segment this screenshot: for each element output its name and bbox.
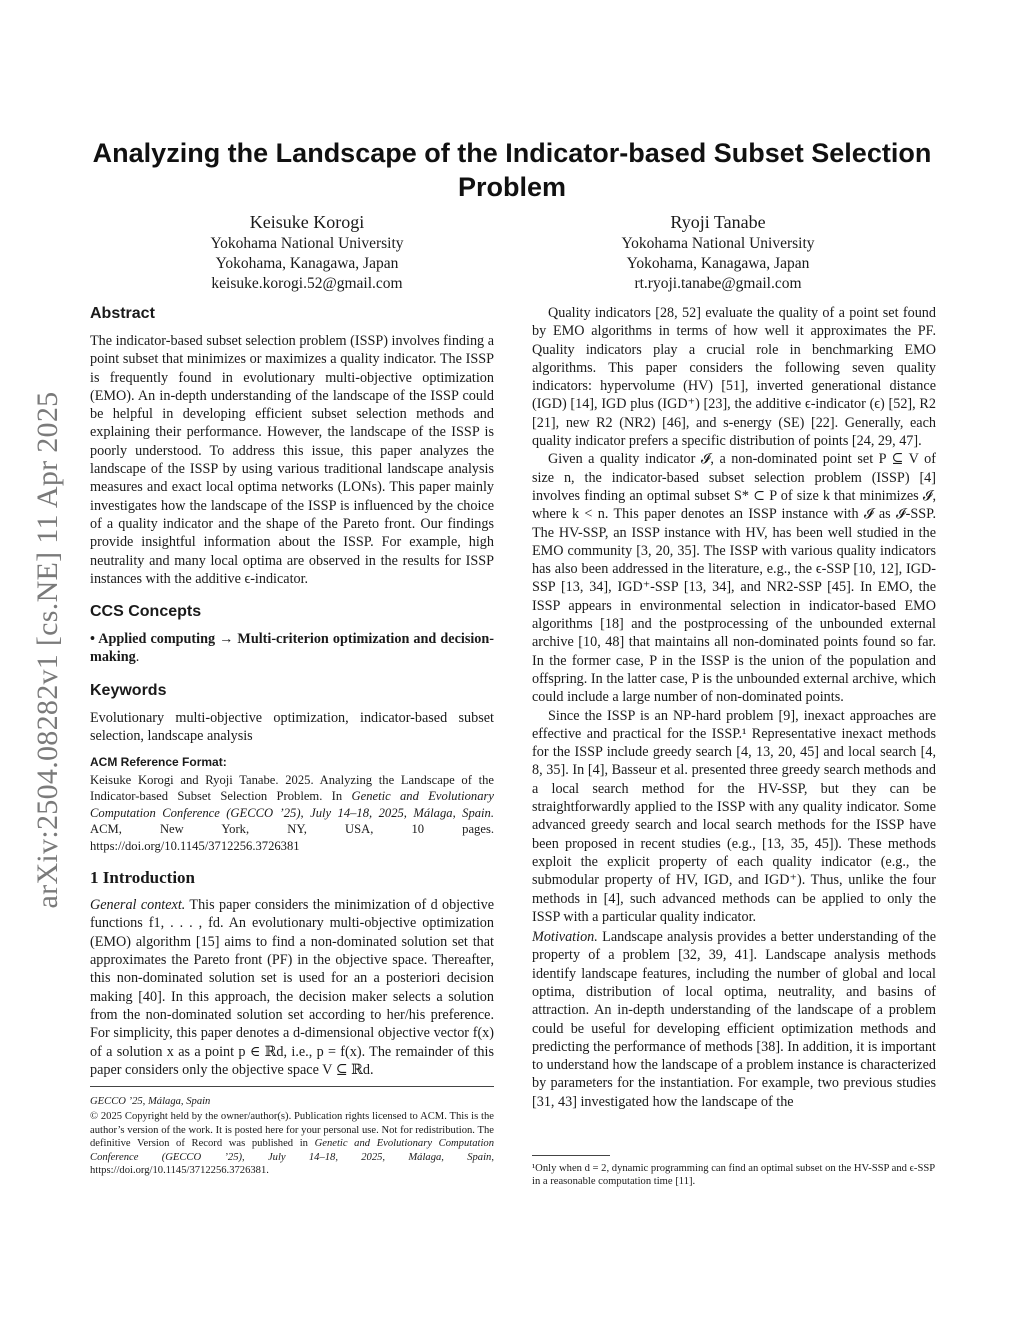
author-affiliation: Yokohama National University — [210, 235, 404, 252]
author-email: keisuke.korogi.52@gmail.com — [211, 275, 403, 292]
intro-lead: General context. — [90, 897, 186, 914]
ccs-tail: . — [135, 649, 140, 666]
author-location: Yokohama, Kanagawa, Japan — [626, 255, 810, 272]
author-block-1 — [157, 210, 457, 294]
paragraph-issp-definition: Given a quality indicator 𝓘, a non-dominated point set P ⊆ V of size n, the indicator-based subset selection problem (ISSP) [4] involves finding an optimal subset S* ⊂ P of size k that minimizes 𝓘, where k < n. This paper denotes an ISSP instance with 𝓘 as 𝓘-SSP. The HV-SSP, an ISSP instance with HV, has been well studied in the EMO community [3, 20, 35]. The ISSP with various quality indicators has also been addressed in the literature, e.g., the ϵ-SSP [10, 12], IGD-SSP [13, 34], IGD⁺-SSP [13, 34], and NR2-SSP [45]. In EMO, the ISSP appears in environmental selection in indicator-based EMO algorithms [18] and the postprocessing of the unbounded external archive [10, 48] that maintains all non-dominated points found so far. In the former case, P in the ISSP is the union of the population and offspring. In the latter case, P is the unbounded external archive, which could include a large number of non-dominated points. — [532, 451, 936, 706]
author-block-2 — [568, 210, 868, 294]
author-location: Yokohama, Kanagawa, Japan — [215, 255, 399, 272]
paragraph-inexact-methods: Since the ISSP is an NP-hard problem [9], inexact approaches are effective and practical for the ISSP.¹ Representative inexact methods for the ISSP include greedy search [4, 13, 20, 45] and local search [4, 8, 35]. In [4], Basseur et al. presented three greedy search methods and a local search method for the HV-SSP, but they can be straightforwardly applied to the ISSP with any quality indicator. Some advanced greedy search and local search methods for the ISSP have been proposed in recent studies (e.g., [13, 35, 45]). These methods exploit the explicit property of each quality indicator (e.g., the submodular property of HV, IGD, and IGD⁺). Thus, unlike the four methods in [4], such advanced methods can be applied to only the ISSP with a particular quality indicator. — [532, 707, 936, 925]
ccs-bold: • Applied computing → Multi-criterion optimization and decision-making — [90, 631, 494, 666]
keywords-text: Evolutionary multi-objective optimization, indicator-based subset selection, landscape analysis — [90, 709, 494, 745]
abstract-text: The indicator-based subset selection problem (ISSP) involves finding a point subset that minimizes or maximizes a quality indicator. The ISSP is frequently found in evolutionary multi-objective optimization (EMO). An in-depth understanding of the landscape of the ISSP could be helpful in developing efficient subset selection methods and explaining their performance. However, the landscape of the ISSP is poorly understood. To address this issue, this paper analyzes the landscape of the ISSP by using various traditional landscape analysis measures and exact local optima networks (LONs). This paper mainly investigates how the landscape of the ISSP is influenced by the choice of a quality indicator and the shape of the Pareto front. Our findings provide insightful information about the ISSP. For example, high neutrality and many local optima are observed in the results for ISSP instances with the additive ϵ-indicator. — [90, 333, 494, 587]
author-email: rt.ryoji.tanabe@gmail.com — [634, 275, 802, 292]
intro-heading: 1 Introduction — [90, 868, 196, 888]
copyright-venue: Genetic and Evolutionary Computation Conference (GECCO ’25), July 14–18, 2025, Málaga, Spain — [90, 1138, 494, 1163]
paragraph-motivation — [532, 928, 936, 1111]
ccs-heading: CCS Concepts — [90, 603, 202, 621]
paragraph-quality-indicators: Quality indicators [28, 52] evaluate the quality of a point set found by EMO algorithms in terms of how well it approximates the PF. Quality indicators play a crucial role in benchmarking EMO algorithms. This paper considers the following seven quality indicators: hypervolume (HV) [51], inverted generational distance (IGD) [14], IGD plus (IGD⁺) [23], the additive ϵ-indicator (ϵ) [52], R2 [21], new R2 (NR2) [46], and s-energy (SE) [22]. Generally, each quality indicator prefers a specific distribution of points [24, 29, 47]. — [532, 305, 936, 450]
copyright-text: © 2025 Copyright held by the owner/author(s). Publication rights licensed to ACM. This is the author’s version of the work. It is posted here for your personal use. Not for redistribution. The definitive Version of Record was published in — [90, 1111, 494, 1150]
paper-title: Analyzing the Landscape of the Indicator-based Subset Selection Problem — [92, 138, 932, 202]
left-footer — [90, 1086, 494, 1177]
intro-body: This paper considers the minimization of d objective functions f1, . . . , fd. An evolutionary multi-objective optimization (EMO) algorithm [15] aims to find a non-dominated solution set that approximates the Pareto front (PF) in the objective space. Thereafter, this non-dominated solution set is used for an a posteriori decision making [40]. In this approach, the decision maker selects a solution from the non-dominated solution set according to her/his preference. For simplicity, this paper denotes a d-dimensional objective vector f(x) of a solution x as a point p ∈ ℝd, i.e., p = f(x). The remainder of this paper considers only the objective space V ⊆ ℝd. — [90, 897, 494, 1078]
acm-ref-heading: ACM Reference Format: — [90, 755, 227, 770]
left-column — [90, 304, 494, 1079]
author-affiliation: Yokohama National University — [621, 235, 815, 252]
arxiv-watermark — [28, 350, 68, 950]
acm-ref-part1: Keisuke Korogi and Ryoji Tanabe. 2025. Analyzing the Landscape of the Indicator-based Subset Selection Problem. In — [90, 772, 494, 804]
author-name: Ryoji Tanabe — [670, 212, 766, 232]
abstract-heading: Abstract — [90, 305, 155, 322]
right-footnote — [532, 1155, 936, 1189]
ccs-concepts — [90, 630, 494, 667]
acm-ref-text — [90, 772, 494, 855]
author-name: Keisuke Korogi — [249, 212, 365, 232]
right-column — [532, 304, 936, 1111]
footer-venue: GECCO ’25, Málaga, Spain — [90, 1096, 211, 1107]
copyright-tail: , https://doi.org/10.1145/3712256.3726381. — [90, 1151, 494, 1177]
intro-text — [90, 896, 494, 1079]
acm-ref-venue: Genetic and Evolutionary Computation Conference (GECCO ’25), July 14–18, 2025, Málaga, Spain. — [90, 789, 494, 820]
keywords-heading: Keywords — [90, 681, 167, 699]
arxiv-id: arXiv:2504.08282v1 [cs.NE] 11 Apr 2025 — [31, 391, 64, 909]
footnote-text: ¹Only when d = 2, dynamic programming can find an optimal subset on the HV-SSP and ϵ-SSP in a reasonable computation time [11]. — [532, 1163, 935, 1188]
motivation-lead: Motivation. — [532, 929, 598, 946]
footer-copyright — [90, 1110, 494, 1177]
footnote-rule — [532, 1155, 610, 1156]
acm-ref-part2: ACM, New York, NY, USA, 10 pages. https://doi.org/10.1145/3712256.3726381 — [90, 822, 494, 853]
motivation-body: Landscape analysis provides a better understanding of the property of a problem [32, 39, 41]. Landscape analysis methods identify landscape features, including the number of global and local optima, distribution of local optima, neutrality, and basins of attraction. An in-depth understanding of the landscape of a problem could be useful for developing efficient optimization methods and predicting the performance of methods [38]. In addition, it is important to understand how the landscape of a problem instance is characterized by parameters for the instantiation. For example, two previous studies [31, 43] investigated how the landscape of the — [532, 929, 936, 1110]
